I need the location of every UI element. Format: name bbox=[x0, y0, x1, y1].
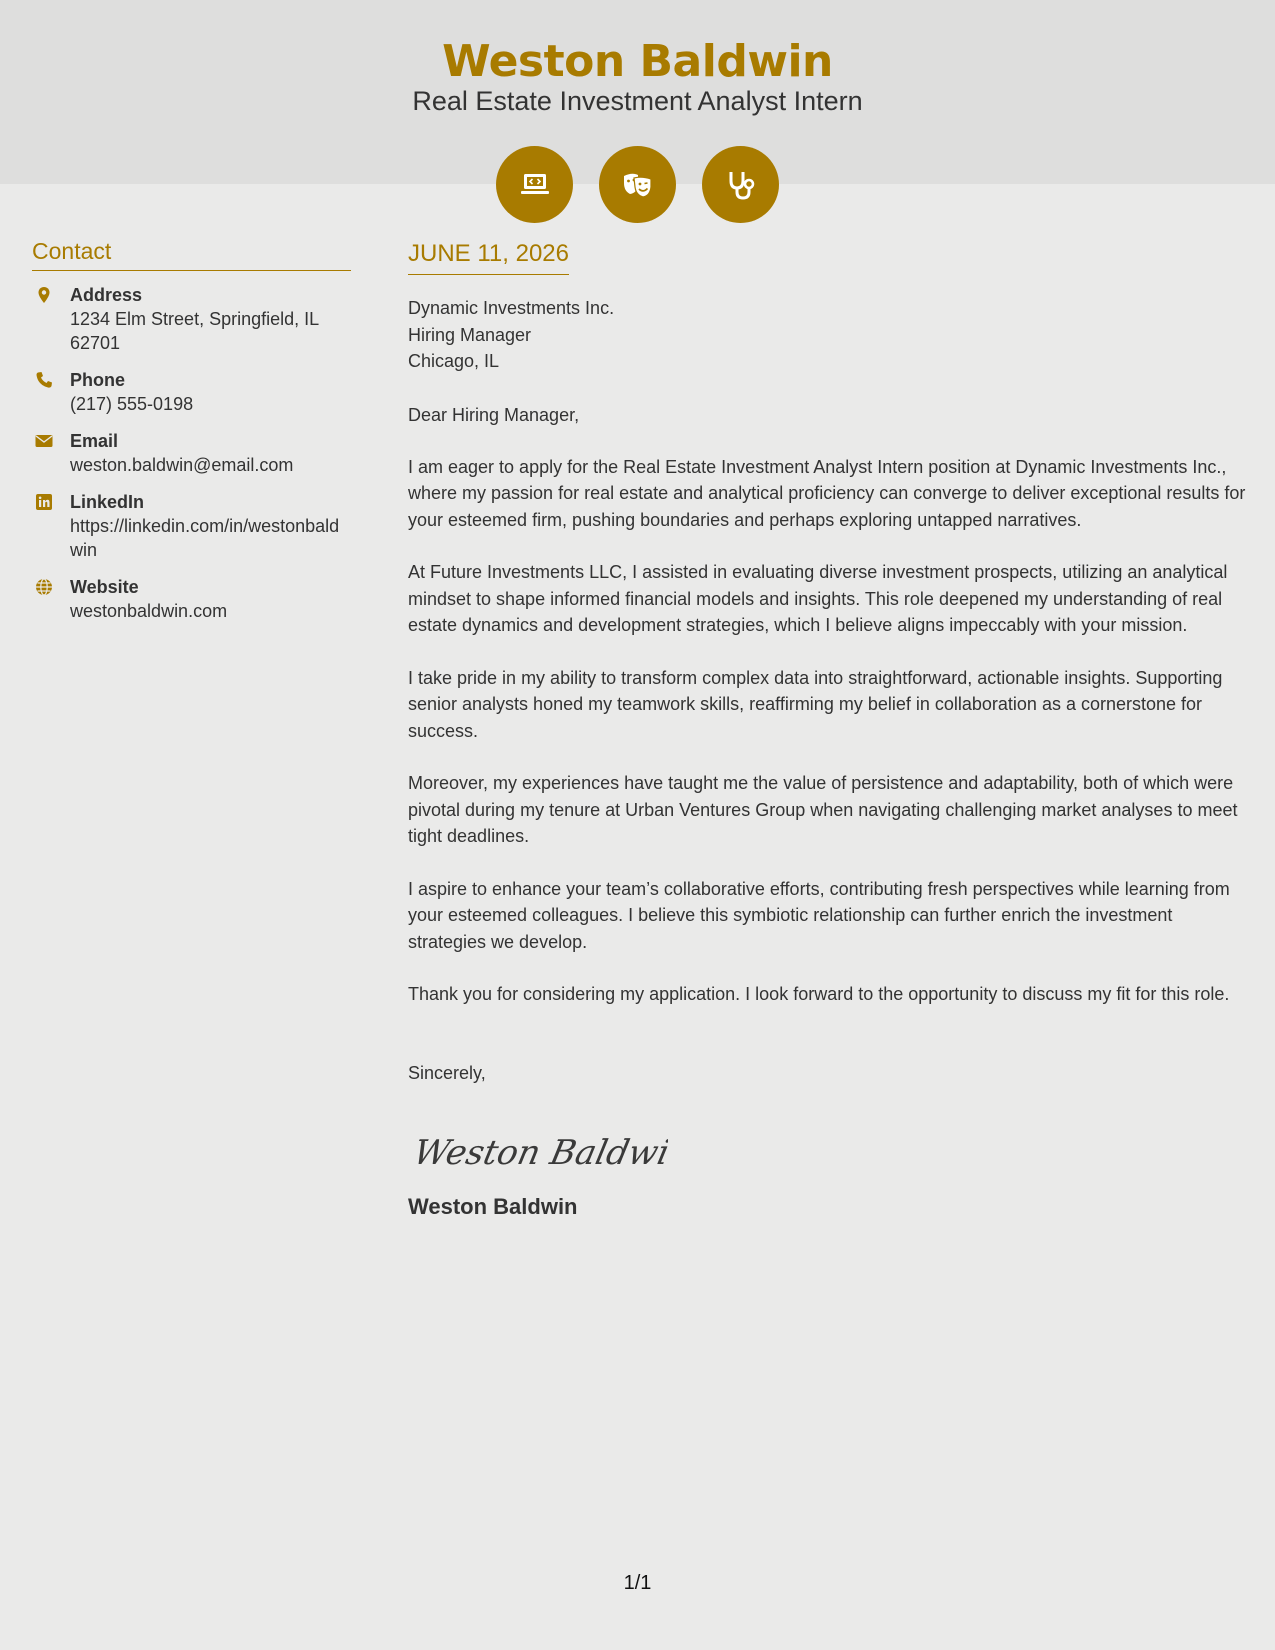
contact-linkedin bbox=[32, 490, 351, 562]
contact-sidebar bbox=[32, 238, 351, 636]
recipient-title: Hiring Manager bbox=[408, 324, 532, 345]
contact-heading: Contact bbox=[32, 238, 351, 271]
recipient-location: Chicago, IL bbox=[408, 351, 500, 371]
contact-label: Phone bbox=[70, 370, 126, 390]
salutation: Dear Hiring Manager, bbox=[408, 404, 580, 425]
signer-name: Weston Baldwin bbox=[408, 1193, 578, 1219]
page-number: 1/1 bbox=[623, 1572, 652, 1594]
laptop-code-icon bbox=[496, 146, 573, 223]
stethoscope-icon bbox=[702, 146, 779, 223]
paragraph: Moreover, my experiences have taught me the value of persistence and adaptability, both of which were pivotal during my tenure at Urban Ventures Group when navigating challenging market analyses to meet tight deadlines. bbox=[408, 773, 1238, 846]
contact-value: 1234 Elm Street, Springfield, IL 62701 bbox=[70, 309, 319, 353]
contact-address bbox=[32, 283, 351, 355]
interest-icons bbox=[0, 146, 1275, 223]
paragraph: At Future Investments LLC, I assisted in evaluating diverse investment prospects, utilizing an analytical mindset to shape informed financial models and insights. This role deepened my understanding of real estate dynamics and development strategies, which I believe aligns impeccably with your mission. bbox=[408, 562, 1228, 635]
contact-label: Address bbox=[70, 285, 143, 305]
letter-body bbox=[408, 240, 1253, 1220]
date-underline bbox=[408, 240, 569, 275]
letter-date: JUNE 11, 2026 bbox=[408, 240, 569, 267]
closing: Sincerely, bbox=[408, 1062, 486, 1083]
paragraph: I aspire to enhance your team’s collaborative efforts, contributing fresh perspectives while learning from your esteemed colleagues. I believe this symbiotic relationship can further enrich the investment strategies we develop. bbox=[408, 878, 1230, 952]
paragraph: I am eager to apply for the Real Estate Investment Analyst Intern position at Dynamic Investments Inc., where my passion for real estate and analytical proficiency can converge to deliver exceptional results for your esteemed firm, pushing boundaries and perhaps exploring untapped narratives. bbox=[408, 456, 1246, 530]
contact-value: weston.baldwin@email.com bbox=[70, 455, 294, 475]
contact-label: Email bbox=[70, 431, 119, 451]
contact-label: LinkedIn bbox=[70, 492, 145, 512]
job-title: Real Estate Investment Analyst Intern bbox=[412, 86, 863, 116]
paragraph: Thank you for considering my application. I look forward to the opportunity to discuss my fit for this role. bbox=[408, 984, 1230, 1004]
handwritten-signature bbox=[408, 1126, 1253, 1176]
paragraph: I take pride in my ability to transform complex data into straightforward, actionable insights. Supporting senior analysts honed my teamwork skills, reaffirming my belief in collaboration as a cornerstone for success. bbox=[408, 667, 1223, 741]
contact-list bbox=[32, 283, 351, 623]
recipient-block bbox=[408, 295, 1253, 375]
signature-text: Weston Baldwin bbox=[410, 1132, 668, 1173]
recipient-company: Dynamic Investments Inc. bbox=[408, 298, 615, 318]
contact-phone bbox=[32, 368, 351, 416]
contact-value: (217) 555-0198 bbox=[70, 394, 194, 414]
theater-masks-icon bbox=[599, 146, 676, 223]
phone-icon bbox=[32, 368, 70, 416]
contact-website bbox=[32, 575, 351, 623]
contact-email bbox=[32, 429, 351, 477]
contact-value[interactable]: https://linkedin.com/in/westonbaldwin bbox=[70, 516, 340, 560]
linkedin-icon bbox=[32, 490, 70, 562]
envelope-icon bbox=[32, 429, 70, 477]
globe-icon bbox=[32, 575, 70, 623]
contact-label: Website bbox=[70, 577, 139, 597]
map-pin-icon bbox=[32, 283, 70, 355]
contact-value[interactable]: westonbaldwin.com bbox=[70, 601, 228, 621]
applicant-name: Weston Baldwin bbox=[442, 36, 833, 87]
